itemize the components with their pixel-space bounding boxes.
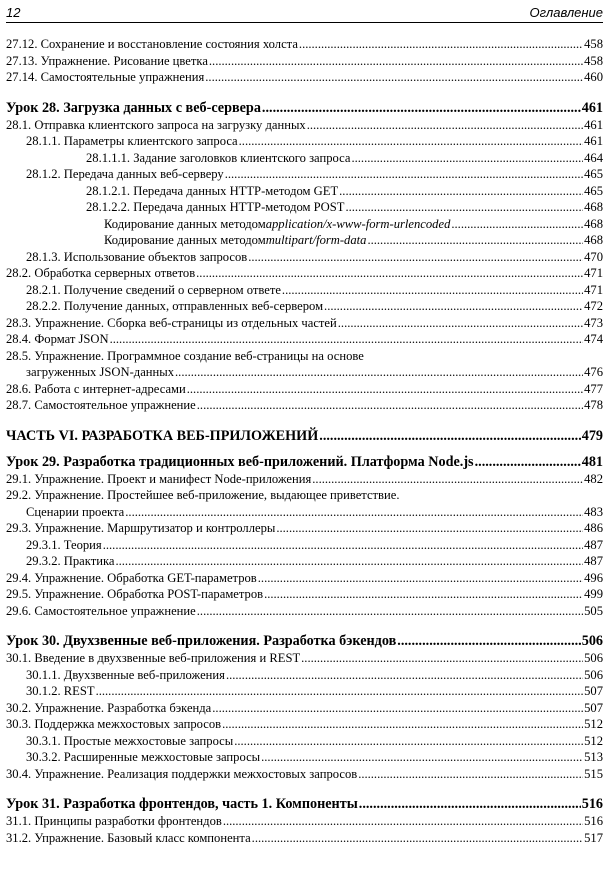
toc-entry-title: 28.1.1.1. Задание заголовков клиентского запроса (86, 150, 351, 165)
toc-entry[interactable] (6, 667, 603, 684)
toc-page-number: 496 (584, 570, 603, 585)
dot-leader (225, 166, 583, 183)
dot-leader (226, 667, 583, 684)
toc-entry-title: 28.2.2. Получение данных, отправленных веб-сервером (26, 299, 324, 313)
toc-page-number: 468 (584, 216, 603, 231)
toc-page-number: 486 (584, 521, 603, 535)
toc-page-number: 473 (584, 315, 603, 330)
table-of-contents (6, 36, 603, 846)
toc-entry-title: Кодирование данных методом (104, 233, 266, 247)
toc-page-number: 468 (584, 233, 603, 247)
toc-page-number: 517 (584, 830, 603, 845)
toc-entry[interactable] (6, 570, 603, 587)
toc-entry-title: 29.2. Упражнение. Простейшее веб-приложение, выдающее приветствие. (6, 488, 400, 502)
toc-entry[interactable] (6, 166, 603, 183)
dot-leader (367, 232, 583, 249)
toc-entry-title: Урок 28. Загрузка данных с веб-сервера (6, 99, 261, 116)
toc-page-number: 461 (584, 134, 603, 148)
dot-leader (301, 650, 583, 667)
toc-page-number: 512 (584, 733, 603, 748)
toc-page-number: 468 (584, 200, 603, 214)
toc-entry-title: 28.2. Обработка серверных ответов (6, 266, 196, 280)
toc-entry[interactable] (6, 537, 603, 554)
toc-entry-title: 30.3.2. Расширенные межхостовые запросы (26, 750, 261, 764)
toc-page-number: 470 (584, 249, 603, 264)
toc-entry[interactable] (6, 830, 603, 847)
toc-entry-title: Урок 29. Разработка традиционных веб-приложений. Платформа Node.js (6, 453, 474, 470)
toc-page-number: 481 (581, 453, 603, 470)
toc-entry[interactable] (6, 504, 603, 521)
dot-leader (197, 603, 583, 620)
toc-page-number: 458 (584, 37, 603, 51)
dot-leader (397, 632, 580, 650)
toc-page-number: 461 (584, 117, 603, 132)
toc-entry-title: 28.6. Работа с интернет-адресами (6, 381, 186, 396)
dot-leader (261, 749, 583, 766)
toc-entry[interactable] (6, 199, 603, 216)
toc-entry[interactable] (6, 282, 603, 299)
toc-entry-title: 28.5. Упражнение. Программное создание веб-страницы на основе (6, 348, 364, 363)
dot-leader (197, 397, 583, 414)
dot-leader (248, 249, 583, 266)
toc-entry-title: 30.1.1. Двухзвенные веб-приложения (26, 667, 225, 682)
toc-entry-title: загруженных JSON-данных (26, 365, 175, 379)
toc-entry-title: Урок 31. Разработка фронтендов, часть 1. Компоненты (6, 796, 358, 812)
toc-entry[interactable] (6, 117, 603, 134)
dot-leader (239, 133, 583, 150)
section-spacer (6, 86, 603, 99)
toc-entry-title: 30.2. Упражнение. Разработка бэкенда (6, 700, 212, 715)
toc-entry[interactable] (6, 133, 603, 150)
toc-entry-title: 28.1.3. Использование объектов запросов (26, 249, 248, 264)
dot-leader (110, 331, 584, 348)
toc-entry-title: 28.1.1. Параметры клиентского запроса (26, 134, 238, 148)
dot-leader (339, 183, 583, 200)
toc-entry-title: 27.12. Сохранение и восстановление состояния холста (6, 37, 298, 51)
toc-entry-title: 28.4. Формат JSON (6, 332, 109, 346)
toc-entry-title: Урок 30. Двухзвенные веб-приложения. Разработка бэкендов (6, 633, 397, 649)
toc-lesson-heading[interactable] (6, 427, 603, 445)
toc-entry[interactable] (6, 650, 603, 667)
toc-entry-line1[interactable] (6, 348, 603, 365)
dot-leader (276, 520, 583, 537)
toc-entry[interactable] (6, 749, 603, 766)
dot-leader (351, 150, 583, 167)
toc-entry[interactable] (6, 397, 603, 414)
dot-leader (252, 830, 583, 847)
toc-entry[interactable] (6, 36, 603, 53)
toc-entry[interactable] (6, 700, 603, 717)
toc-entry-title-emphasis: application/x-www-form-urlencoded (265, 216, 451, 231)
toc-entry-title: Сценарии проекта (26, 504, 125, 519)
toc-entry[interactable] (6, 586, 603, 603)
toc-entry-title: 29.1. Упражнение. Проект и манифест Node-приложения (6, 471, 312, 486)
section-spacer (6, 619, 603, 632)
dot-leader (319, 427, 580, 445)
dot-leader (299, 36, 583, 53)
dot-leader (258, 570, 583, 587)
dot-leader (187, 381, 583, 398)
toc-page-number: 458 (584, 53, 603, 68)
dot-leader (282, 282, 583, 299)
page-header (6, 0, 603, 23)
toc-entry-title: 30.1. Введение в двухзвенные веб-приложения и REST (6, 651, 301, 665)
dot-leader (223, 813, 583, 830)
toc-page-number: 471 (584, 266, 603, 280)
toc-entry-title: Кодирование данных методом (104, 216, 266, 231)
toc-entry[interactable] (6, 69, 603, 86)
dot-leader (475, 453, 581, 471)
dot-leader (262, 99, 581, 117)
toc-page-number: 476 (584, 365, 603, 379)
toc-entry[interactable] (6, 232, 603, 249)
toc-page-number: 507 (584, 684, 603, 698)
toc-entry-title: 28.2.1. Получение сведений о серверном ответе (26, 282, 281, 297)
toc-entry-title: ЧАСТЬ VI. РАЗРАБОТКА ВЕБ-ПРИЛОЖЕНИЙ (6, 427, 319, 444)
toc-entry-title: 29.5. Упражнение. Обработка POST-параметров (6, 587, 264, 601)
toc-page-number: 516 (584, 814, 603, 828)
dot-leader (345, 199, 583, 216)
toc-entry[interactable] (6, 298, 603, 315)
toc-entry-title: 28.7. Самостоятельное упражнение (6, 398, 196, 412)
toc-page-number: 465 (584, 167, 603, 181)
toc-entry-title: 28.3. Упражнение. Сборка веб-страницы из отдельных частей (6, 315, 337, 330)
toc-page-number: 505 (584, 603, 603, 618)
toc-entry-title: 29.4. Упражнение. Обработка GET-параметров (6, 570, 257, 585)
toc-page-number: 499 (584, 587, 603, 601)
toc-entry-title: 29.3. Упражнение. Маршрутизатор и контроллеры (6, 521, 276, 535)
toc-lesson-heading[interactable] (6, 795, 603, 813)
toc-entry-title: 30.3.1. Простые межхостовые запросы (26, 733, 234, 748)
toc-entry[interactable] (6, 53, 603, 70)
toc-entry-title: 30.1.2. REST (26, 684, 95, 698)
toc-entry-title: 31.1. Принципы разработки фронтендов (6, 814, 222, 828)
toc-entry[interactable] (6, 364, 603, 381)
toc-entry-title: 29.3.1. Теория (26, 537, 102, 552)
dot-leader (307, 117, 583, 134)
dot-leader (338, 315, 583, 332)
toc-entry[interactable] (6, 265, 603, 282)
toc-page-number: 479 (581, 427, 603, 444)
toc-page-number: 483 (584, 504, 603, 519)
toc-page-number: 460 (584, 70, 603, 84)
toc-page-number: 472 (584, 299, 603, 313)
toc-entry[interactable] (6, 733, 603, 750)
toc-entry-title: 29.3.2. Практика (26, 554, 115, 568)
dot-leader (312, 471, 583, 488)
toc-page-number: 477 (584, 381, 603, 396)
toc-entry[interactable] (6, 603, 603, 620)
toc-entry-title: 27.14. Самостоятельные упражнения (6, 70, 205, 84)
dot-leader (234, 733, 583, 750)
dot-leader (103, 537, 583, 554)
toc-page-number: 487 (584, 554, 603, 568)
dot-leader (222, 716, 583, 733)
toc-entry[interactable] (6, 813, 603, 830)
toc-page-number: 464 (584, 150, 603, 165)
toc-entry-title: 28.1.2.1. Передача данных HTTP-методом GET (86, 183, 339, 198)
page-number: 12 (6, 5, 21, 20)
dot-leader (324, 298, 583, 315)
dot-leader (115, 553, 583, 570)
toc-entry-title: 27.13. Упражнение. Рисование цветка (6, 53, 208, 68)
toc-lesson-heading[interactable] (6, 453, 603, 471)
section-spacer (6, 414, 603, 427)
dot-leader (451, 216, 583, 233)
toc-entry[interactable] (6, 553, 603, 570)
toc-lesson-heading[interactable] (6, 99, 603, 117)
toc-lesson-heading[interactable] (6, 632, 603, 650)
toc-page-number: 487 (584, 537, 603, 552)
toc-entry[interactable] (6, 381, 603, 398)
toc-entry-title: 30.3. Поддержка межхостовых запросов (6, 717, 222, 731)
toc-page-number: 516 (581, 796, 603, 812)
toc-page-number: 482 (584, 471, 603, 486)
dot-leader (175, 364, 583, 381)
toc-entry[interactable] (6, 150, 603, 167)
toc-page-number: 478 (584, 398, 603, 412)
toc-entry[interactable] (6, 683, 603, 700)
dot-leader (264, 586, 583, 603)
toc-entry-title: 28.1. Отправка клиентского запроса на загрузку данных (6, 117, 306, 132)
toc-entry[interactable] (6, 716, 603, 733)
toc-page-number: 474 (584, 332, 603, 346)
dot-leader (205, 69, 583, 86)
dot-leader (196, 265, 583, 282)
toc-entry[interactable] (6, 216, 603, 233)
dot-leader (359, 795, 581, 813)
toc-entry-title: 28.1.2.2. Передача данных HTTP-методом POST (86, 200, 345, 214)
toc-page-number: 513 (584, 750, 603, 764)
toc-entry-title: 30.4. Упражнение. Реализация поддержки межхостовых запросов (6, 766, 358, 781)
toc-page-number: 512 (584, 717, 603, 731)
toc-page-number: 507 (584, 700, 603, 715)
toc-entry[interactable] (6, 471, 603, 488)
toc-page-number: 515 (584, 766, 603, 781)
toc-entry[interactable] (6, 315, 603, 332)
toc-entry[interactable] (6, 766, 603, 783)
toc-page-number: 461 (581, 99, 603, 116)
toc-page-number: 506 (584, 651, 603, 665)
dot-leader (96, 683, 584, 700)
dot-leader (209, 53, 583, 70)
toc-entry-title: 29.6. Самостоятельное упражнение (6, 603, 196, 618)
toc-entry-title: 31.2. Упражнение. Базовый класс компонента (6, 830, 251, 845)
toc-entry-title-emphasis: multipart/form-data (265, 233, 367, 247)
section-spacer (6, 782, 603, 795)
toc-entry[interactable] (6, 183, 603, 200)
running-title: Оглавление (529, 5, 603, 20)
toc-page-number: 471 (584, 282, 603, 297)
toc-page-number: 465 (584, 183, 603, 198)
toc-page-number: 506 (584, 667, 603, 682)
toc-page-number: 506 (581, 633, 603, 649)
toc-entry-title: 28.1.2. Передача данных веб-серверу (26, 167, 224, 181)
toc-entry-line1[interactable] (6, 487, 603, 504)
toc-entry[interactable] (6, 520, 603, 537)
dot-leader (358, 766, 583, 783)
section-spacer (6, 445, 603, 453)
dot-leader (125, 504, 583, 521)
toc-entry[interactable] (6, 249, 603, 266)
toc-entry[interactable] (6, 331, 603, 348)
dot-leader (212, 700, 583, 717)
